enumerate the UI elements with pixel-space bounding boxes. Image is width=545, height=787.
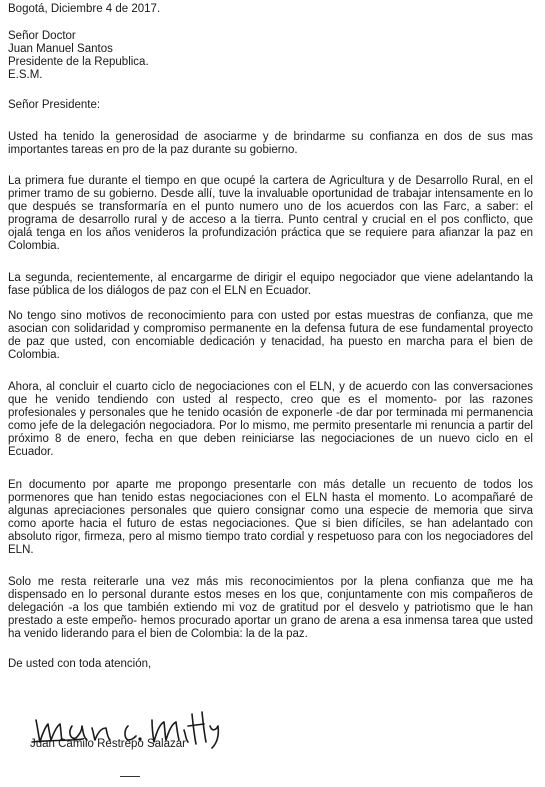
paragraph-7: Solo me resta reiterarle una vez más mis reconocimientos por la plena confianza que me ha dispensado en lo personal durante estos meses en los que, conjuntamente con mis compañeros de delegación -a los que también extiendo mi voz de gratitud por el desvelo y patriotismo que le han prestado a este empeño- hemos procurado aportar un grano de arena a esa inmensa tarea que usted ha venido liderando para el bien de Colombia: la de la paz. <box>8 576 533 640</box>
letter-date: Bogotá, Diciembre 4 de 2017. <box>8 3 161 15</box>
paragraph-5: Ahora, al concluir el cuarto ciclo de negociaciones con el ELN, y de acuerdo con las conversaciones que he venido tendiendo con usted al respecto, creo que es el momento- por las razones profesionales y personales que he tenido ocasión de exponerle -de dar por terminada mi permanencia como jefe de la delegación negociadora. Por lo mismo, me permito presentarle mi renuncia a partir del próximo 8 de enero, fecha en que deben reiniciarse las negociaciones de un nuevo ciclo en el Ecuador. <box>8 381 533 458</box>
signatory-name: Juan Camilo Restrepo Salazar <box>30 738 186 750</box>
paragraph-4: No tengo sino motivos de reconocimiento para con usted por estas muestras de confianza, que me asocian con solidaridad y compromiso permanente en la defensa futura de ese fundamental proyecto de paz que usted, con encomiable dedicación y tenacidad, ha puesto en marcha para el bien de Colombia. <box>8 310 533 361</box>
paragraph-6: En documento por aparte me propongo presentarle con más detalle un recuento de todos los pormenores que han tenido estas negociaciones con el ELN hasta el momento. Lo acompañaré de algunas apreciaciones personales que quiero consignar como una especie de memoria que sirva como aporte hacia el futuro de estas negociaciones. Que si bien difíciles, se han adelantado con absoluto rigor, firmeza, pero al mismo tiempo trato cordial y respetuoso para con los negociadores del ELN. <box>8 479 533 556</box>
paragraph-1: Usted ha tenido la generosidad de asociarme y de brindarme su confianza en dos de sus mas importantes tareas en pro de la paz durante su gobierno. <box>8 131 533 156</box>
salutation: Señor Presidente: <box>8 99 101 111</box>
recipient-line-1: Señor Doctor <box>8 30 76 42</box>
recipient-line-3: Presidente de la Republica. <box>8 56 149 68</box>
recipient-line-2: Juan Manuel Santos <box>8 43 113 55</box>
pen-mark <box>120 776 140 777</box>
paragraph-2: La primera fue durante el tiempo en que ocupé la cartera de Agricultura y de Desarrollo Rural, en el primer tramo de su gobierno. Desde allí, tuve la invaluable oportunidad de trabajar intensamente en lo que después se transformaría en el punto numero uno de los acuerdos con las Farc, a saber: el programa de desarrollo rural y de acceso a la tierra. Punto central y crucial en el pos conflicto, que ojalá tenga en los años venideros la profundización práctica que se requiere para afianzar la paz en Colombia. <box>8 175 533 252</box>
closing: De usted con toda atención, <box>8 658 152 670</box>
paragraph-3: La segunda, recientemente, al encargarme de dirigir el equipo negociador que viene adelantando la fase pública de los diálogos de paz con el ELN en Ecuador. <box>8 272 533 297</box>
recipient-line-4: E.S.M. <box>8 69 43 81</box>
